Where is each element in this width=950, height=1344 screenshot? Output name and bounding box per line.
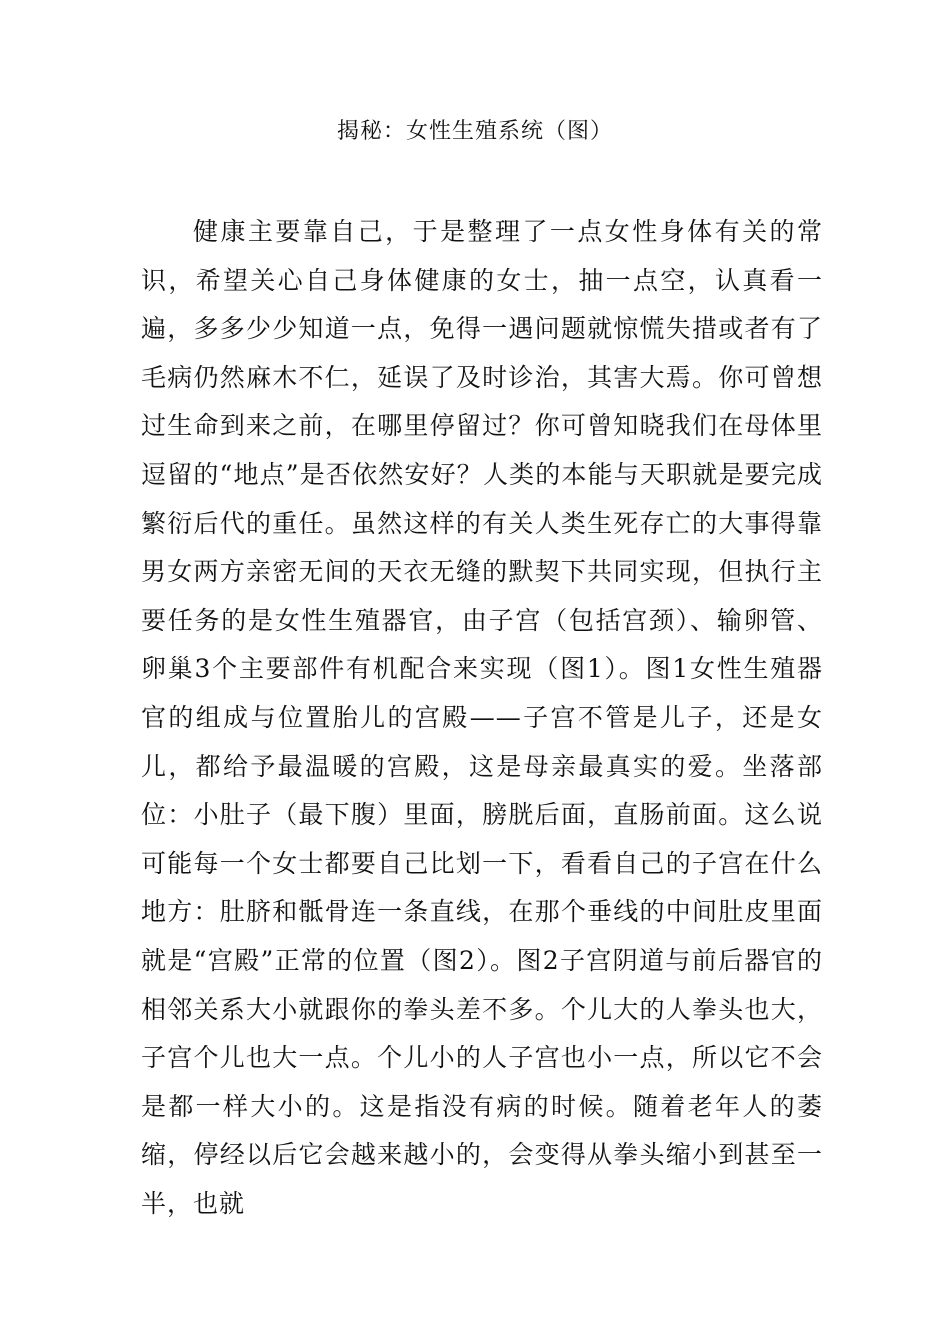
document-title: 揭秘：女性生殖系统（图）: [336, 119, 613, 144]
body-paragraph: 健康主要靠自己，于是整理了一点女性身体有关的常识，希望关心自己身体健康的女士，抽一点空，认真看一遍，多多少少知道一点，免得一遇问题就惊慌失措或者有了毛病仍然麻木不仁，延误了及时诊治，其害大焉。你可曾想过生命到来之前，在哪里停留过？你可曾知晓我们在母体里逗留的“地点”是否依然安好？人类的本能与天职就是要完成繁衍后代的重任。虽然这样的有关人类生死存亡的大事得靠男女两方亲密无间的天衣无缝的默契下共同实现，但执行主要任务的是女性生殖器官，由子宫（包括宫颈）、输卵管、卵巢3个主要部件有机配合来实现（图1）。图1女性生殖器官的组成与位置胎儿的宫殿——子宫不管是儿子，还是女儿，都给予最温暖的宫殿，这是母亲最真实的爱。坐落部位：小肚子（最下腹）里面，膀胱后面，直肠前面。这么说可能每一个女士都要自己比划一下，看看自己的子宫在什么地方：肚脐和骶骨连一条直线，在那个垂线的中间肚皮里面就是“宫殿”正常的位置（图2）。图2子宫阴道与前后器官的相邻关系大小就跟你的拳头差不多。个儿大的人拳头也大，子宫个儿也大一点。个儿小的人子宫也小一点，所以它不会是都一样大小的。这是指没有病的时候。随着老年人的萎缩，停经以后它会越来越小的，会变得从拳头缩小到甚至一半，也就: [141, 217, 823, 1218]
